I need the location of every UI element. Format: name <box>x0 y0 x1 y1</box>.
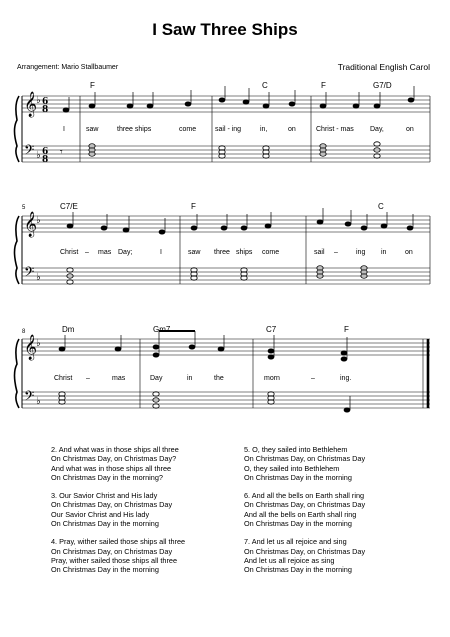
lyric: Day, <box>370 126 384 133</box>
lyric: come <box>262 249 280 256</box>
verse-line: O, they sailed into Bethlehem <box>244 463 340 473</box>
lyric: – <box>85 249 89 256</box>
lyric: ships <box>236 249 253 256</box>
verse-line: And let us all rejoice as sing <box>244 555 335 565</box>
verses-left-column <box>51 445 231 584</box>
verse-line: On Christmas Day in the morning? <box>51 472 163 482</box>
lyric: Day; <box>118 249 133 256</box>
chord-symbol: C <box>378 202 384 211</box>
svg-text:6: 6 <box>42 147 49 157</box>
chord-symbol: C7 <box>266 325 277 334</box>
brace <box>15 96 20 162</box>
lyric: come <box>179 126 197 133</box>
lyric: on <box>406 126 414 133</box>
system-3 <box>15 325 431 412</box>
verse-line: On Christmas Day in the morning <box>244 565 352 575</box>
svg-text:8: 8 <box>42 155 49 165</box>
svg-text:♭: ♭ <box>36 272 41 283</box>
svg-text:6: 6 <box>42 97 49 107</box>
verse-line: On Christmas Day, on Christmas Day <box>51 500 173 510</box>
verse-2 <box>51 445 231 482</box>
page-title: I Saw Three Ships <box>152 20 298 39</box>
svg-text:𝄾: 𝄾 <box>60 147 63 158</box>
verse-line: On Christmas Day, on Christmas Day <box>244 500 366 510</box>
chord-symbol: F <box>344 325 349 334</box>
lyric: morn <box>264 375 280 382</box>
verse-3 <box>51 491 231 528</box>
bass-clef-icon: 𝄢 <box>24 142 35 161</box>
svg-text:♭: ♭ <box>36 150 41 161</box>
verse-line: On Christmas Day, on Christmas Day <box>51 546 173 556</box>
lyric: I <box>63 126 65 133</box>
treble-clef-icon: 𝄞 <box>24 335 38 360</box>
verse-line: Pray, wither sailed those ships all three <box>51 555 177 565</box>
lyric: the <box>214 375 224 382</box>
lyric: mas <box>112 375 126 382</box>
lyric: on <box>405 249 413 256</box>
system-2 <box>15 202 431 284</box>
bass-clef-icon: 𝄢 <box>24 388 35 407</box>
verse-line: On Christmas Day, on Christmas Day <box>244 454 366 464</box>
lyric: Christ <box>54 375 73 382</box>
lyric: sail - ing <box>215 126 242 133</box>
svg-text:♭: ♭ <box>36 338 41 349</box>
lyric: ing. <box>340 375 352 382</box>
chord-symbol: F <box>90 81 95 90</box>
lyric: Christ - mas <box>316 126 354 133</box>
chord-symbol: C <box>262 81 268 90</box>
verse-line: And all the bells on Earth shall ring <box>244 509 357 519</box>
lyric: mas <box>98 249 112 256</box>
verse-line: On Christmas Day in the morning <box>51 565 159 575</box>
chord-symbol: Dm <box>62 325 75 334</box>
system-1 <box>15 81 431 165</box>
verse-line: On Christmas Day in the morning <box>244 519 352 529</box>
arrangement-credit: Arrangement: Mario Stallbaumer <box>17 64 119 71</box>
bass-clef-icon: 𝄢 <box>24 264 35 283</box>
measure-number: 5 <box>22 205 26 211</box>
verse-6 <box>244 491 424 528</box>
treble-clef-icon: 𝄞 <box>24 92 38 117</box>
verse-line: 5. O, they sailed into Bethlehem <box>244 445 348 454</box>
lyric: saw <box>86 126 99 133</box>
lyric: in, <box>260 126 268 133</box>
verse-line: And what was in those ships all three <box>51 463 172 473</box>
verse-7 <box>244 537 424 574</box>
chord-symbol: C7/E <box>60 202 78 211</box>
brace <box>15 339 20 408</box>
lyric: – <box>311 375 315 382</box>
svg-text:♭: ♭ <box>36 215 41 226</box>
brace <box>15 216 20 284</box>
lyric: Day <box>150 375 163 382</box>
chord-symbol: F <box>191 202 196 211</box>
chord-symbol: Gm7 <box>153 325 171 334</box>
verse-line: On Christmas Day, on Christmas Day <box>244 546 366 556</box>
measure-number: 8 <box>22 329 26 335</box>
lyric: three <box>214 249 230 256</box>
lyric: ing <box>356 249 366 256</box>
lyric: in <box>187 375 193 382</box>
svg-text:♭: ♭ <box>36 396 41 407</box>
verse-line: 6. And all the bells on Earth shall ring <box>244 491 365 501</box>
lyric: in <box>381 249 387 256</box>
verse-line: Our Savior Christ and His lady <box>51 509 150 519</box>
verse-4 <box>51 537 231 574</box>
lyric: sail <box>314 249 325 256</box>
verse-line: 2. And what was in those ships all three <box>51 445 179 454</box>
verses-right-column <box>244 445 424 584</box>
verse-5 <box>244 445 424 482</box>
lyric: on <box>288 126 296 133</box>
treble-clef-icon: 𝄞 <box>24 212 38 237</box>
chord-symbol: F <box>321 81 326 90</box>
chord-symbol: G7/D <box>373 81 392 90</box>
lyric: – <box>86 375 90 382</box>
svg-text:8: 8 <box>42 105 49 115</box>
verse-line: 7. And let us all rejoice and sing <box>244 537 347 547</box>
lyric: three ships <box>117 126 152 133</box>
lyric: – <box>334 249 338 256</box>
verse-line: On Christmas Day, on Christmas Day? <box>51 454 177 464</box>
lyric: Christ <box>60 249 79 256</box>
verse-line: On Christmas Day in the morning <box>244 472 352 482</box>
svg-text:♭: ♭ <box>36 95 41 106</box>
composer-credit: Traditional English Carol <box>337 62 430 72</box>
verse-line: On Christmas Day in the morning <box>51 519 159 529</box>
verse-line: 4. Pray, wither sailed those ships all three <box>51 537 186 547</box>
lyric: saw <box>188 249 201 256</box>
verse-line: 3. Our Savior Christ and His lady <box>51 491 158 501</box>
lyric: I <box>160 249 162 256</box>
